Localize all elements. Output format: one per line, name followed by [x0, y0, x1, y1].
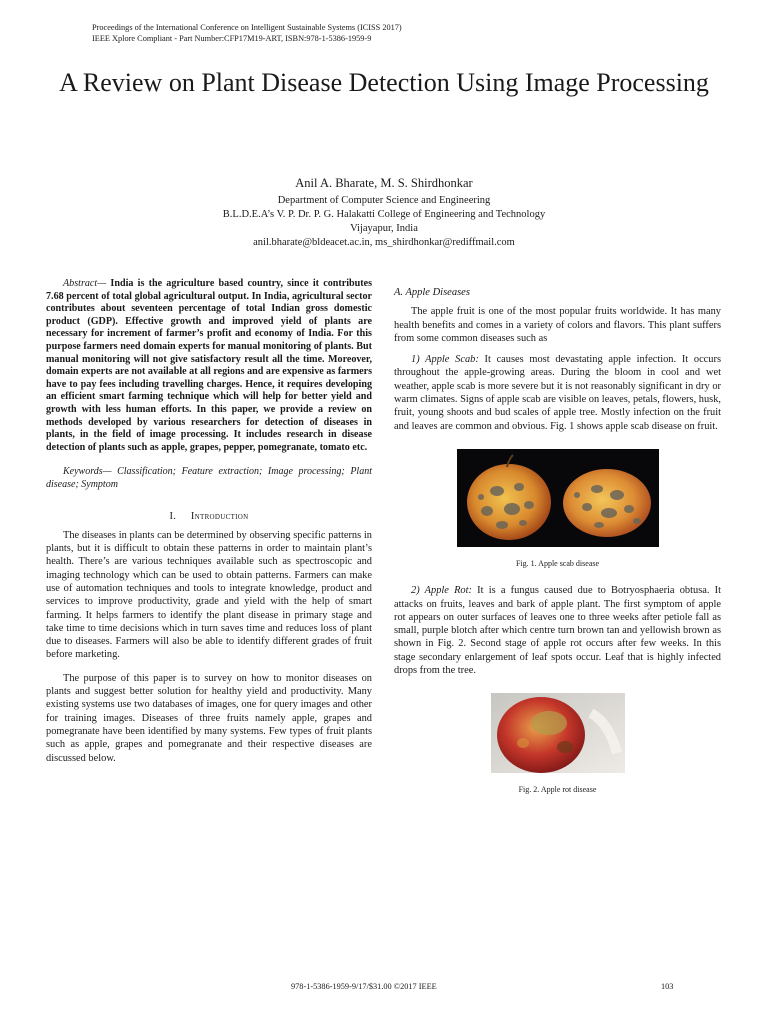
ieee-compliance-line: IEEE Xplore Compliant - Part Number:CFP17M19-ART, ISBN:978-1-5386-1959-9: [92, 34, 372, 43]
keywords-text: Classification; Feature extraction; Image processing; Plant disease; Symptom: [46, 466, 372, 490]
apple-rot-image: [491, 693, 625, 773]
college: B.L.D.E.A’s V. P. Dr. P. G. Halakatti College of Engineering and Technology: [222, 209, 546, 220]
authors: Anil A. Bharate, M. S. Shirdhonkar: [295, 176, 473, 190]
figure-2-caption: Fig. 2. Apple rot disease: [518, 785, 597, 795]
figure-1-caption: Fig. 1. Apple scab disease: [515, 558, 600, 568]
apple-scab-label: 1) Apple Scab:: [411, 354, 479, 366]
section-number: I.: [169, 510, 177, 522]
abstract: [46, 278, 372, 454]
apple-rot-text: It is a fungus caused due to Botryosphaeria obtusa. It attacks on fruits, leaves and bark of apple plant. The first symptom of apple rot appears on outer surfaces of leaves one to three weeks after petiole fall as small, purple blotch after which centre turn brown tan and yellowish brown as shown in Fig. 2. Second stage of apple rot occurs after few weeks. In this stage secondary enlargement of leaf spots occur. Leaf that is highly infected drops from the tree.: [394, 585, 721, 677]
apple-rot-label: 2) Apple Rot:: [411, 585, 472, 597]
page-number: 103: [661, 982, 674, 991]
apple-scab-image: [457, 449, 659, 547]
paper-title: A Review on Plant Disease Detection Using Image Processing: [59, 68, 709, 97]
apple-scab-text: It causes most devastating apple infection. It occurs throughout the apple-growing areas. During the bloom in cool and wet weather, apple scab is more severe but it is not reasonably significant in dry or warm climates. Signs of apple scab are visible on leaves, petals, flowers, husk, fruit, young shoots and bud scales of apple tree. Mostly infection on the fruit and leaves are common and obvious. Fig. 1 shows apple scab disease on fruit.: [394, 354, 721, 432]
conference-header: Proceedings of the International Conference on Intelligent Sustainable Systems (ICISS 2017): [92, 23, 402, 32]
right-column: [394, 278, 721, 797]
apple-rot-figure: [491, 693, 625, 773]
section-title: Introduction: [190, 510, 249, 522]
copyright-footer: 978-1-5386-1959-9/17/$31.00 ©2017 IEEE: [291, 982, 437, 991]
abstract-label: Abstract—: [63, 278, 107, 289]
intro-paragraph-2: The purpose of this paper is to survey on how to monitor diseases on plants and suggest better solution for healthy yield and productivity. Many existing systems use two databases of images, one for query images and other for training images. Diseases of three fruits namely apple, grapes and pomegranate have been identified by many systems. Few types of fruit plants such as apple, grapes and pomegranate and their respective diseases are discussed below.: [46, 672, 372, 764]
department: Department of Computer Science and Engineering: [277, 195, 491, 206]
left-column: [46, 278, 372, 765]
introduction-heading: [46, 510, 372, 523]
apple-scab-figure: [457, 449, 659, 547]
apple-diseases-heading: A. Apple Diseases: [394, 287, 470, 298]
apple-intro: The apple fruit is one of the most popular fruits worldwide. It has many health benefits and comes in a variety of colors and flavors. This plant suffers from some common diseases such as: [394, 306, 721, 344]
keywords-label: Keywords—: [63, 466, 112, 478]
intro-paragraph-1: The diseases in plants can be determined by observing specific patterns in plants, but it is difficult to obtain these patterns in order to maintain plant’s health. There’s are various techniques available such as spectroscopic and imaging technology which can be used to obtain patterns. Farmers can make use of automation techniques and tools to integrate knowledge, product and services to improve productivity, grade and yield with the help of smart farming. It helps farmers to identify the plant disease in primary stage and take time to time decisions which in turn saves time and reduces loss of plant due to diseases. Farmers will also be able to identify different grades of fruit before marketing.: [46, 529, 372, 661]
city: Vijayapur, India: [350, 223, 418, 234]
keywords: [46, 466, 372, 491]
apple-scab-paragraph: [394, 353, 721, 433]
apple-rot-paragraph: [394, 584, 721, 677]
emails: anil.bharate@bldeacet.ac.in, ms_shirdhonkar@rediffmail.com: [253, 237, 515, 248]
abstract-text: India is the agriculture based country, since it contributes 7.68 percent of total global agricultural output. In India, agricultural sector contributes about seventeen percentage of total Indian gross domestic product (GDP). Effective growth and improved yield of plants are necessary for increment of farmer’s profit and economy of India. For this purpose farmers need domain experts for manual monitoring of plants. But manual monitoring will not give satisfactory result all the time. Moreover, domain experts are not available at all regions and are expensive as farmers have to pay fees including travelling charges. Hence, it requires developing an efficient smart farming technique which will help for better yield and growth with less human efforts. In this paper, we provide a review on methods developed by various researchers for detection of diseases in plants, in the field of image processing. It includes research in disease detection of plants such as apple, grapes, pepper, pomegranate, tomato etc.: [46, 278, 372, 453]
